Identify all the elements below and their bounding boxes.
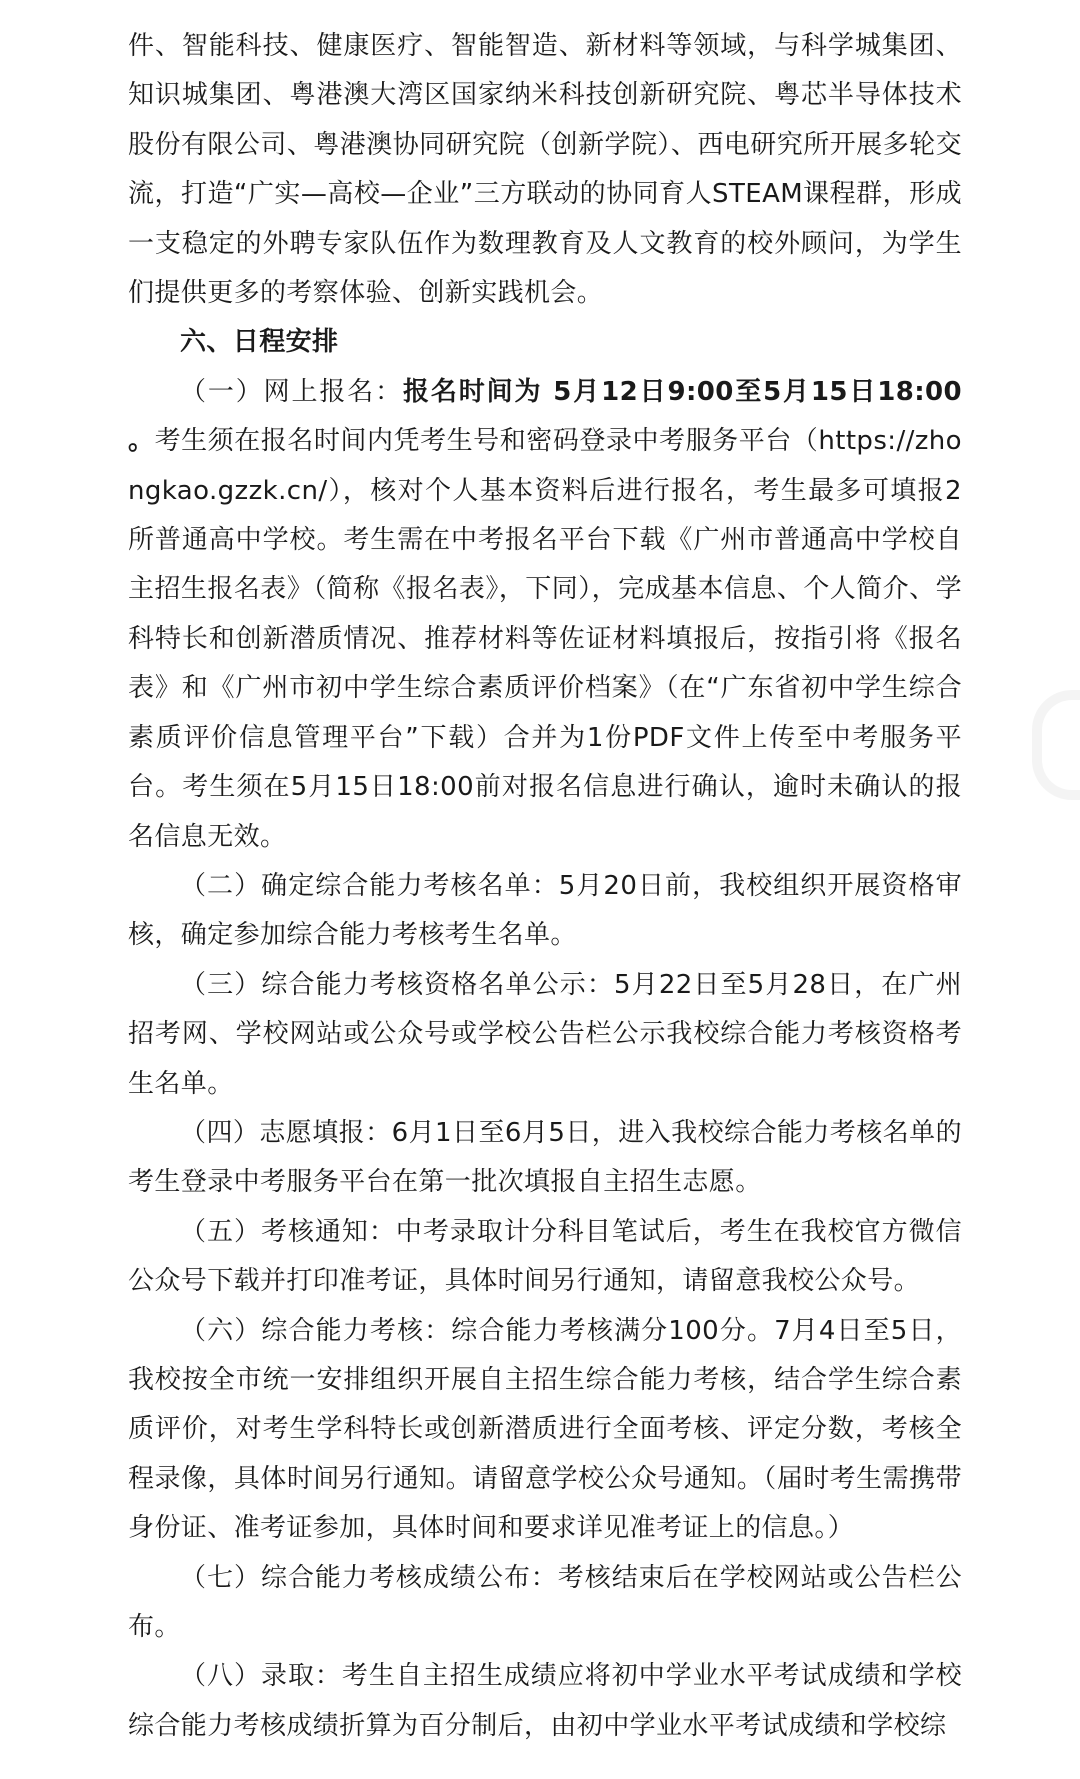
registration-time-highlight: 报名时间为 5月12日9:00至5月15日18:00 。	[128, 376, 963, 457]
schedule-item-2: （二）确定综合能力考核名单：5月20日前，我校组织开展资格审核，确定参加综合能力考核考生名单。	[128, 870, 962, 951]
intro-paragraph: 件、智能科技、健康医疗、智能智造、新材料等领域，与科学城集团、知识城集团、粤港澳大湾区国家纳米科技创新研究院、粤芯半导体技术股份有限公司、粤港澳协同研究院（创新学院）、西电研究所开展多轮交流，打造“广实—高校—企业”三方联动的协同育人STEAM课程群，形成一支稳定的外聘专家队伍作为数理教育及人文教育的校外顾问，为学生们提供更多的考察体验、创新实践机会。	[128, 31, 962, 309]
schedule-item-1-lead: （一）网上报名：	[180, 376, 403, 407]
schedule-item-3: （三）综合能力考核资格名单公示：5月22日至5月28日，在广州招考网、学校网站或公众号或学校公告栏公示我校综合能力考核资格考生名单。	[128, 969, 962, 1099]
section-heading: 六、日程安排	[180, 327, 339, 358]
faint-watermark-mark	[1032, 690, 1080, 800]
document-body	[128, 22, 962, 1751]
schedule-item-6: （六）综合能力考核：综合能力考核满分100分。7月4日至5日，我校按全市统一安排组织开展自主招生综合能力考核，结合学生综合素质评价，对考生学科特长或创新潜质进行全面考核、评定分数，考核全程录像，具体时间另行通知。请留意学校公众号通知。（届时考生需携带身份证、准考证参加，具体时间和要求详见准考证上的信息。）	[128, 1315, 962, 1544]
schedule-item-8: （八）录取：考生自主招生成绩应将初中学业水平考试成绩和学校综合能力考核成绩折算为百分制后，由初中学业水平考试成绩和学校综	[128, 1661, 962, 1741]
schedule-item-4: （四）志愿填报：6月1日至6月5日，进入我校综合能力考核名单的考生登录中考服务平台在第一批次填报自主招生志愿。	[128, 1117, 962, 1198]
schedule-item-1-body: 考生须在报名时间内凭考生号和密码登录中考服务平台（https://zhongkao.gzzk.cn/），核对个人基本资料后进行报名，考生最多可填报2所普通高中学校。考生需在中考报名平台下载《广州市普通高中学校自主招生报名表》（简称《报名表》，下同），完成基本信息、个人简介、学科特长和创新潜质情况、推荐材料等佐证材料填报后，按指引将《报名表》和《广州市初中学生综合素质评价档案》（在“广东省初中学生综合素质评价信息管理平台”下载）合并为1份PDF文件上传至中考服务平台。考生须在5月15日18:00前对报名信息进行确认，逾时未确认的报名信息无效。	[128, 426, 962, 852]
schedule-item-7: （七）综合能力考核成绩公布：考核结束后在学校网站或公告栏公布。	[128, 1562, 962, 1642]
schedule-item-1	[128, 368, 962, 862]
schedule-item-5: （五）考核通知：中考录取计分科目笔试后，考生在我校官方微信公众号下载并打印准考证，具体时间另行通知，请留意我校公众号。	[128, 1216, 962, 1297]
